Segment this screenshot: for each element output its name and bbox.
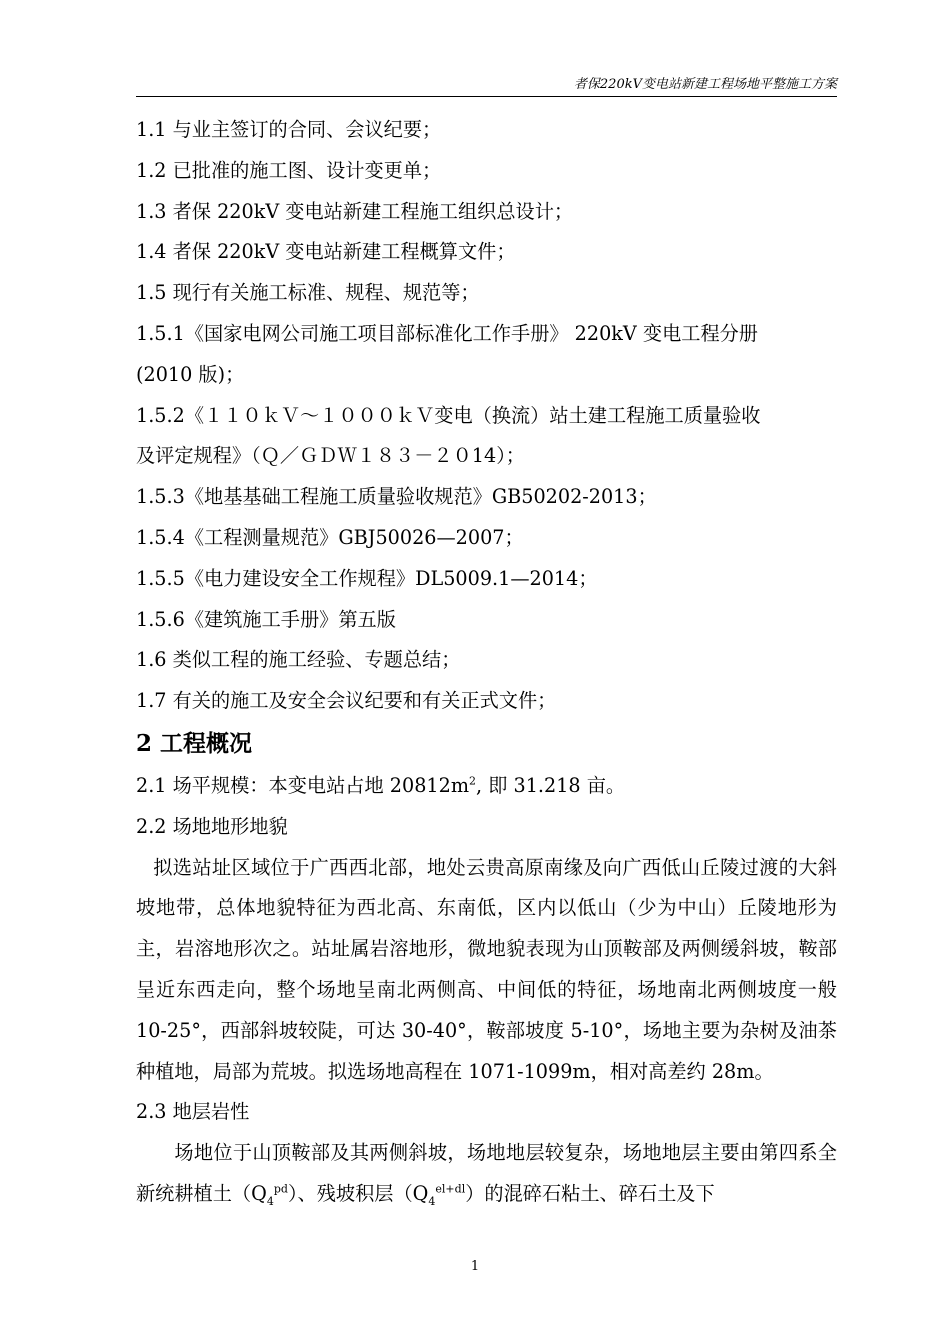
item-1-5-6: 1.5.6《建筑施工手册》第五版 <box>136 607 396 631</box>
item-1-2: 1.2 已批准的施工图、设计变更单； <box>136 158 442 182</box>
s21-text-before: 2.1 场平规模：本变电站占地 20812m <box>136 773 470 797</box>
s21-text-after: , 即 31.218 亩。 <box>476 773 626 797</box>
item-1-5-1-cont: (2010 版)； <box>136 362 245 386</box>
s23-sup1: pd <box>273 1182 288 1196</box>
item-1-5-3: 1.5.3《地基基础工程施工质量验收规范》GB50202-2013； <box>136 485 657 509</box>
header-title: 者保220kV变电站新建工程场地平整施工方案 <box>573 77 837 92</box>
item-1-5-4: 1.5.4《工程测量规范》GBJ50026—2007； <box>136 525 524 549</box>
item-1-1: 1.1 与业主签订的合同、会议纪要； <box>136 118 442 141</box>
item-1-6: 1.6 类似工程的施工经验、专题总结； <box>136 648 461 672</box>
s23-part1: 场地位于山顶鞍部及其两侧斜坡，场地地层较复杂，场地地层主要由第四系全新统耕植土（Q <box>136 1141 837 1205</box>
section-2-2-title: 2.2 场地地形地貌 <box>136 814 288 838</box>
section-2-2-body: 拟选站址区域位于广西西北部，地处云贵高原南缘及向广西低山丘陵过渡的大斜坡地带，总体地貌特征为西北高、东南低，区内以低山（少为中山）丘陵地形为主，岩溶地形次之。站址属岩溶地形，微地貌表现为山顶鞍部及两侧缓斜坡，鞍部呈近东西走向，整个场地呈南北两侧高、中间低的特征，场地南北两侧坡度一般 10-25°，西部斜坡较陡，可达 30-40°，鞍部坡度 5-10°，场地主要为杂树及油茶种植地，局部为荒坡。拟选场地高程在 1071-1099m，相对高差约 28m。 <box>136 855 837 1083</box>
s23-sub2: 4 <box>428 1194 436 1208</box>
item-1-7: 1.7 有关的施工及安全会议纪要和有关正式文件； <box>136 689 557 713</box>
section-2-heading: 2 工程概况 <box>136 729 253 757</box>
page-header <box>136 70 837 97</box>
s23-part2: ）、残坡积层（Q <box>287 1181 429 1205</box>
s23-sub1: 4 <box>266 1194 274 1208</box>
document-body <box>136 110 837 1215</box>
s23-part3: ）的混碎石粘土、碎石土及下 <box>465 1181 715 1205</box>
section-2-1 <box>136 766 837 807</box>
item-1-3: 1.3 者保 220kV 变电站新建工程施工组织总设计； <box>136 199 574 223</box>
section-2-3-body <box>136 1133 837 1215</box>
section-2-3-title: 2.3 地层岩性 <box>136 1100 250 1124</box>
s23-sup2: el+dl <box>435 1182 466 1196</box>
item-1-5-5: 1.5.5《电力建设安全工作规程》DL5009.1—2014； <box>136 566 598 590</box>
item-1-4: 1.4 者保 220kV 变电站新建工程概算文件； <box>136 240 516 264</box>
item-1-5: 1.5 现行有关施工标准、规程、规范等； <box>136 281 480 305</box>
item-1-5-2-cont: 及评定规程》（Ｑ／ＧＤＷ１８３－２０14）； <box>136 444 525 468</box>
item-1-5-1: 1.5.1《国家电网公司施工项目部标准化工作手册》 220kV 变电工程分册 <box>136 321 758 345</box>
page-number: 1 <box>470 1259 480 1274</box>
item-1-5-2: 1.5.2《１１０ｋＶ～１０００ｋＶ变电（换流）站土建工程施工质量验收 <box>136 403 761 427</box>
s21-superscript: 2 <box>469 774 477 788</box>
